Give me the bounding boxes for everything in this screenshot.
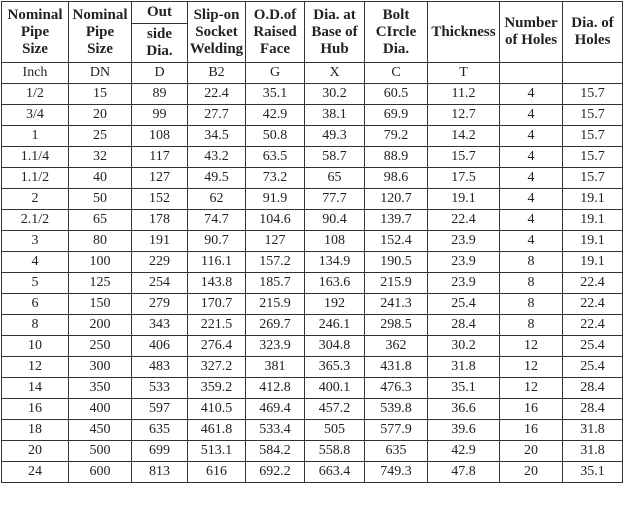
cell-raised-face-od: 692.2 <box>246 462 305 483</box>
cell-thickness: 28.4 <box>428 315 500 336</box>
cell-outside-dia: 813 <box>132 462 188 483</box>
cell-inch-size: 3/4 <box>2 105 69 126</box>
cell-inch-size: 14 <box>2 378 69 399</box>
cell-raised-face-od: 584.2 <box>246 441 305 462</box>
cell-bolt-circle-dia: 362 <box>365 336 428 357</box>
cell-hole-dia: 15.7 <box>563 126 623 147</box>
cell-bolt-circle-dia: 60.5 <box>365 84 428 105</box>
cell-outside-dia: 254 <box>132 273 188 294</box>
cell-bolt-circle-dia: 215.9 <box>365 273 428 294</box>
cell-thickness: 47.8 <box>428 462 500 483</box>
cell-outside-dia: 279 <box>132 294 188 315</box>
header-dia-of-holes: Dia. of Holes <box>563 2 623 63</box>
unit-number-holes <box>500 63 563 84</box>
unit-x: X <box>305 63 365 84</box>
table-row <box>2 168 623 189</box>
cell-hub-base-dia: 49.3 <box>305 126 365 147</box>
table-row <box>2 315 623 336</box>
cell-number-of-holes: 4 <box>500 210 563 231</box>
cell-bolt-circle-dia: 431.8 <box>365 357 428 378</box>
cell-thickness: 39.6 <box>428 420 500 441</box>
cell-bolt-circle-dia: 69.9 <box>365 105 428 126</box>
cell-inch-size: 1.1/2 <box>2 168 69 189</box>
cell-dn: 32 <box>69 147 132 168</box>
cell-hole-dia: 31.8 <box>563 441 623 462</box>
header-od-raised-face: O.D.of Raised Face <box>246 2 305 63</box>
header-slip-on-socket-welding: Slip-on Socket Welding <box>188 2 246 63</box>
unit-dia-holes <box>563 63 623 84</box>
cell-slip-on-welding: 43.2 <box>188 147 246 168</box>
unit-inch: Inch <box>2 63 69 84</box>
table-row <box>2 231 623 252</box>
cell-hub-base-dia: 58.7 <box>305 147 365 168</box>
cell-inch-size: 5 <box>2 273 69 294</box>
cell-dn: 20 <box>69 105 132 126</box>
cell-hole-dia: 31.8 <box>563 420 623 441</box>
cell-raised-face-od: 42.9 <box>246 105 305 126</box>
cell-raised-face-od: 73.2 <box>246 168 305 189</box>
table-row <box>2 126 623 147</box>
table-row <box>2 294 623 315</box>
cell-bolt-circle-dia: 120.7 <box>365 189 428 210</box>
cell-number-of-holes: 12 <box>500 357 563 378</box>
cell-inch-size: 16 <box>2 399 69 420</box>
cell-bolt-circle-dia: 635 <box>365 441 428 462</box>
cell-thickness: 19.1 <box>428 189 500 210</box>
table-row <box>2 441 623 462</box>
cell-outside-dia: 635 <box>132 420 188 441</box>
cell-hole-dia: 28.4 <box>563 399 623 420</box>
table-row <box>2 210 623 231</box>
cell-thickness: 35.1 <box>428 378 500 399</box>
cell-dn: 125 <box>69 273 132 294</box>
cell-bolt-circle-dia: 152.4 <box>365 231 428 252</box>
cell-hub-base-dia: 246.1 <box>305 315 365 336</box>
cell-outside-dia: 191 <box>132 231 188 252</box>
cell-hub-base-dia: 304.8 <box>305 336 365 357</box>
cell-inch-size: 10 <box>2 336 69 357</box>
cell-hole-dia: 15.7 <box>563 168 623 189</box>
cell-dn: 150 <box>69 294 132 315</box>
cell-dn: 250 <box>69 336 132 357</box>
cell-raised-face-od: 469.4 <box>246 399 305 420</box>
cell-number-of-holes: 4 <box>500 84 563 105</box>
cell-inch-size: 6 <box>2 294 69 315</box>
cell-bolt-circle-dia: 190.5 <box>365 252 428 273</box>
unit-b2: B2 <box>188 63 246 84</box>
table-row <box>2 378 623 399</box>
cell-raised-face-od: 35.1 <box>246 84 305 105</box>
cell-number-of-holes: 4 <box>500 231 563 252</box>
header-nominal-pipe-size-inch: Nominal Pipe Size <box>2 2 69 63</box>
cell-inch-size: 1 <box>2 126 69 147</box>
header-bolt-circle-dia: Bolt CIrcle Dia. <box>365 2 428 63</box>
cell-slip-on-welding: 461.8 <box>188 420 246 441</box>
cell-hub-base-dia: 108 <box>305 231 365 252</box>
cell-outside-dia: 152 <box>132 189 188 210</box>
cell-hole-dia: 19.1 <box>563 210 623 231</box>
cell-dn: 15 <box>69 84 132 105</box>
cell-number-of-holes: 20 <box>500 441 563 462</box>
cell-bolt-circle-dia: 539.8 <box>365 399 428 420</box>
cell-number-of-holes: 8 <box>500 294 563 315</box>
cell-outside-dia: 483 <box>132 357 188 378</box>
cell-raised-face-od: 157.2 <box>246 252 305 273</box>
unit-g: G <box>246 63 305 84</box>
table-row <box>2 84 623 105</box>
cell-raised-face-od: 269.7 <box>246 315 305 336</box>
table-row <box>2 399 623 420</box>
cell-hub-base-dia: 38.1 <box>305 105 365 126</box>
header-dia-base-of-hub: Dia. at Base of Hub <box>305 2 365 63</box>
cell-slip-on-welding: 359.2 <box>188 378 246 399</box>
cell-hub-base-dia: 400.1 <box>305 378 365 399</box>
cell-dn: 100 <box>69 252 132 273</box>
cell-number-of-holes: 8 <box>500 315 563 336</box>
table-row <box>2 252 623 273</box>
cell-hub-base-dia: 663.4 <box>305 462 365 483</box>
cell-number-of-holes: 12 <box>500 336 563 357</box>
cell-dn: 450 <box>69 420 132 441</box>
cell-hole-dia: 19.1 <box>563 189 623 210</box>
cell-hole-dia: 15.7 <box>563 147 623 168</box>
cell-outside-dia: 229 <box>132 252 188 273</box>
cell-outside-dia: 178 <box>132 210 188 231</box>
table-row <box>2 189 623 210</box>
cell-number-of-holes: 20 <box>500 462 563 483</box>
cell-hub-base-dia: 77.7 <box>305 189 365 210</box>
cell-hub-base-dia: 457.2 <box>305 399 365 420</box>
cell-hole-dia: 19.1 <box>563 231 623 252</box>
cell-dn: 25 <box>69 126 132 147</box>
cell-outside-dia: 699 <box>132 441 188 462</box>
cell-raised-face-od: 185.7 <box>246 273 305 294</box>
cell-dn: 300 <box>69 357 132 378</box>
cell-thickness: 12.7 <box>428 105 500 126</box>
cell-number-of-holes: 4 <box>500 105 563 126</box>
cell-hub-base-dia: 365.3 <box>305 357 365 378</box>
cell-hub-base-dia: 30.2 <box>305 84 365 105</box>
cell-hole-dia: 28.4 <box>563 378 623 399</box>
cell-outside-dia: 89 <box>132 84 188 105</box>
cell-hub-base-dia: 192 <box>305 294 365 315</box>
cell-bolt-circle-dia: 139.7 <box>365 210 428 231</box>
unit-c: C <box>365 63 428 84</box>
cell-number-of-holes: 8 <box>500 252 563 273</box>
cell-number-of-holes: 16 <box>500 399 563 420</box>
unit-t: T <box>428 63 500 84</box>
cell-hole-dia: 22.4 <box>563 315 623 336</box>
cell-slip-on-welding: 513.1 <box>188 441 246 462</box>
cell-thickness: 22.4 <box>428 210 500 231</box>
cell-dn: 600 <box>69 462 132 483</box>
cell-slip-on-welding: 62 <box>188 189 246 210</box>
cell-thickness: 25.4 <box>428 294 500 315</box>
cell-number-of-holes: 4 <box>500 189 563 210</box>
unit-d: D <box>132 63 188 84</box>
table-row <box>2 462 623 483</box>
unit-dn: DN <box>69 63 132 84</box>
cell-hole-dia: 15.7 <box>563 105 623 126</box>
cell-hole-dia: 25.4 <box>563 336 623 357</box>
cell-dn: 500 <box>69 441 132 462</box>
cell-raised-face-od: 50.8 <box>246 126 305 147</box>
cell-number-of-holes: 12 <box>500 378 563 399</box>
cell-slip-on-welding: 49.5 <box>188 168 246 189</box>
cell-outside-dia: 533 <box>132 378 188 399</box>
cell-hub-base-dia: 134.9 <box>305 252 365 273</box>
cell-inch-size: 18 <box>2 420 69 441</box>
cell-thickness: 42.9 <box>428 441 500 462</box>
cell-slip-on-welding: 116.1 <box>188 252 246 273</box>
cell-thickness: 11.2 <box>428 84 500 105</box>
cell-number-of-holes: 4 <box>500 168 563 189</box>
cell-slip-on-welding: 616 <box>188 462 246 483</box>
cell-dn: 350 <box>69 378 132 399</box>
cell-inch-size: 4 <box>2 252 69 273</box>
cell-dn: 400 <box>69 399 132 420</box>
cell-slip-on-welding: 90.7 <box>188 231 246 252</box>
cell-raised-face-od: 381 <box>246 357 305 378</box>
cell-slip-on-welding: 143.8 <box>188 273 246 294</box>
cell-outside-dia: 99 <box>132 105 188 126</box>
cell-slip-on-welding: 276.4 <box>188 336 246 357</box>
cell-dn: 40 <box>69 168 132 189</box>
cell-slip-on-welding: 410.5 <box>188 399 246 420</box>
cell-slip-on-welding: 221.5 <box>188 315 246 336</box>
cell-raised-face-od: 412.8 <box>246 378 305 399</box>
header-nominal-pipe-size-dn: Nominal Pipe Size <box>69 2 132 63</box>
cell-number-of-holes: 4 <box>500 126 563 147</box>
cell-slip-on-welding: 22.4 <box>188 84 246 105</box>
cell-number-of-holes: 16 <box>500 420 563 441</box>
cell-hub-base-dia: 65 <box>305 168 365 189</box>
cell-thickness: 15.7 <box>428 147 500 168</box>
cell-outside-dia: 108 <box>132 126 188 147</box>
cell-inch-size: 1/2 <box>2 84 69 105</box>
cell-inch-size: 1.1/4 <box>2 147 69 168</box>
cell-thickness: 23.9 <box>428 273 500 294</box>
cell-inch-size: 2.1/2 <box>2 210 69 231</box>
cell-thickness: 23.9 <box>428 231 500 252</box>
cell-raised-face-od: 63.5 <box>246 147 305 168</box>
cell-bolt-circle-dia: 88.9 <box>365 147 428 168</box>
header-outside-dia-bottom: side Dia. <box>132 24 188 63</box>
cell-hole-dia: 22.4 <box>563 294 623 315</box>
header-row-top <box>2 2 623 24</box>
table-row <box>2 336 623 357</box>
cell-hole-dia: 25.4 <box>563 357 623 378</box>
cell-slip-on-welding: 74.7 <box>188 210 246 231</box>
cell-bolt-circle-dia: 241.3 <box>365 294 428 315</box>
table-row <box>2 105 623 126</box>
cell-inch-size: 12 <box>2 357 69 378</box>
cell-hole-dia: 35.1 <box>563 462 623 483</box>
header-outside-dia-top: Out <box>132 2 188 24</box>
header-number-of-holes: Number of Holes <box>500 2 563 63</box>
cell-raised-face-od: 91.9 <box>246 189 305 210</box>
cell-thickness: 30.2 <box>428 336 500 357</box>
cell-slip-on-welding: 34.5 <box>188 126 246 147</box>
cell-dn: 50 <box>69 189 132 210</box>
cell-raised-face-od: 215.9 <box>246 294 305 315</box>
cell-bolt-circle-dia: 79.2 <box>365 126 428 147</box>
cell-thickness: 17.5 <box>428 168 500 189</box>
cell-thickness: 31.8 <box>428 357 500 378</box>
cell-bolt-circle-dia: 98.6 <box>365 168 428 189</box>
cell-dn: 65 <box>69 210 132 231</box>
cell-hub-base-dia: 558.8 <box>305 441 365 462</box>
cell-inch-size: 2 <box>2 189 69 210</box>
cell-outside-dia: 406 <box>132 336 188 357</box>
cell-slip-on-welding: 327.2 <box>188 357 246 378</box>
cell-outside-dia: 127 <box>132 168 188 189</box>
cell-hub-base-dia: 163.6 <box>305 273 365 294</box>
cell-hub-base-dia: 90.4 <box>305 210 365 231</box>
cell-hole-dia: 19.1 <box>563 252 623 273</box>
cell-slip-on-welding: 27.7 <box>188 105 246 126</box>
cell-number-of-holes: 4 <box>500 147 563 168</box>
cell-bolt-circle-dia: 749.3 <box>365 462 428 483</box>
cell-hole-dia: 15.7 <box>563 84 623 105</box>
cell-outside-dia: 597 <box>132 399 188 420</box>
cell-raised-face-od: 533.4 <box>246 420 305 441</box>
header-thickness: Thickness <box>428 2 500 63</box>
cell-raised-face-od: 127 <box>246 231 305 252</box>
cell-bolt-circle-dia: 577.9 <box>365 420 428 441</box>
table-row <box>2 273 623 294</box>
cell-thickness: 23.9 <box>428 252 500 273</box>
cell-number-of-holes: 8 <box>500 273 563 294</box>
table-row <box>2 147 623 168</box>
cell-inch-size: 3 <box>2 231 69 252</box>
cell-raised-face-od: 323.9 <box>246 336 305 357</box>
table-body <box>2 84 623 483</box>
cell-outside-dia: 343 <box>132 315 188 336</box>
table-row <box>2 420 623 441</box>
cell-slip-on-welding: 170.7 <box>188 294 246 315</box>
cell-inch-size: 24 <box>2 462 69 483</box>
cell-inch-size: 8 <box>2 315 69 336</box>
cell-hole-dia: 22.4 <box>563 273 623 294</box>
units-row <box>2 63 623 84</box>
cell-dn: 80 <box>69 231 132 252</box>
cell-thickness: 14.2 <box>428 126 500 147</box>
cell-bolt-circle-dia: 298.5 <box>365 315 428 336</box>
table-row <box>2 357 623 378</box>
flange-dimensions-table <box>1 1 623 483</box>
cell-thickness: 36.6 <box>428 399 500 420</box>
cell-bolt-circle-dia: 476.3 <box>365 378 428 399</box>
cell-hub-base-dia: 505 <box>305 420 365 441</box>
cell-raised-face-od: 104.6 <box>246 210 305 231</box>
cell-inch-size: 20 <box>2 441 69 462</box>
cell-outside-dia: 117 <box>132 147 188 168</box>
cell-dn: 200 <box>69 315 132 336</box>
